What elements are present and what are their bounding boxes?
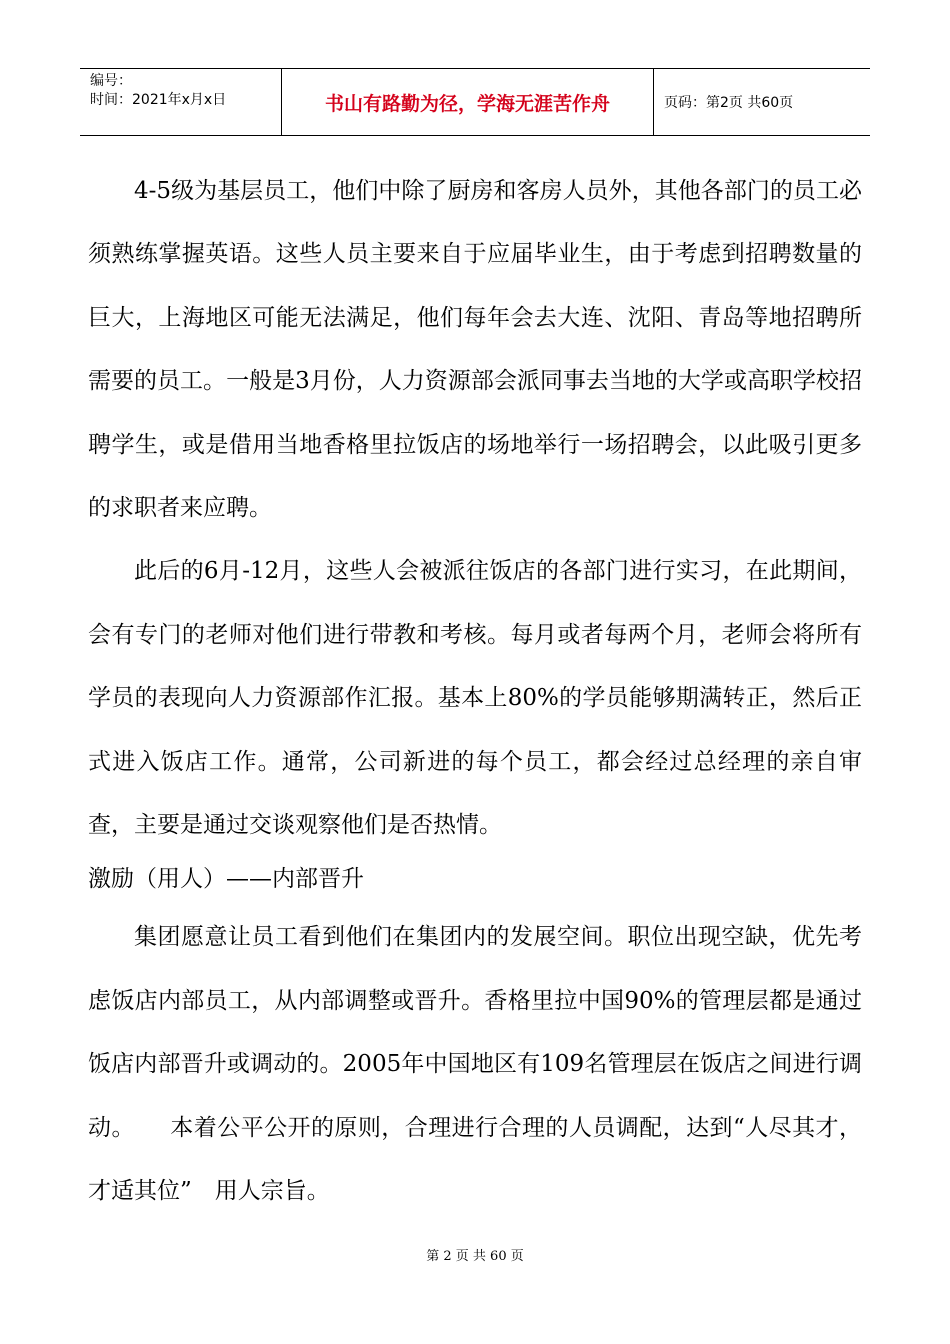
header-meta-cell [80, 69, 282, 135]
header-page-info: 页码：第2页 共60页 [664, 95, 794, 111]
section-heading: 激励（用人）——内部晋升 [88, 866, 364, 893]
body-paragraph: 此后的6月-12月，这些人会被派往饭店的各部门进行实习，在此期间，会有专门的老师对他们进行带教和考核。每月或者每两个月，老师会将所有学员的表现向人力资源部作汇报。基本上80%的学员能够期满转正，然后正式进入饭店工作。通常，公司新进的每个员工，都会经过总经理的亲自审查，主要是通过交谈观察他们是否热情。 [88, 558, 862, 839]
body-paragraph: 4-5级为基层员工，他们中除了厨房和客房人员外，其他各部门的员工必须熟练掌握英语。这些人员主要来自于应届毕业生，由于考虑到招聘数量的巨大，上海地区可能无法满足，他们每年会去大连、沈阳、青岛等地招聘所需要的员工。一般是3月份，人力资源部会派同事去当地的大学或高职学校招聘学生，或是借用当地香格里拉饭店的场地举行一场招聘会，以此吸引更多的求职者来应聘。 [88, 178, 862, 522]
number-label: 编号： [90, 73, 132, 89]
document-header [80, 68, 870, 136]
document-body [88, 160, 862, 1224]
time-label: 时间：2021年x月x日 [90, 92, 227, 108]
body-paragraph: 集团愿意让员工看到他们在集团内的发展空间。职位出现空缺，优先考虑饭店内部员工，从内部调整或晋升。香格里拉中国90%的管理层都是通过饭店内部晋升或调动的。2005年中国地区有109名管理层在饭店之间进行调动。 本着公平公开的原则，合理进行合理的人员调配，达到“人尽其才，才适其位” 用人宗旨。 [88, 924, 862, 1205]
page-footer: 第 2 页 共 60 页 [426, 1249, 524, 1264]
header-motto: 书山有路勤为径，学海无涯苦作舟 [282, 69, 654, 135]
